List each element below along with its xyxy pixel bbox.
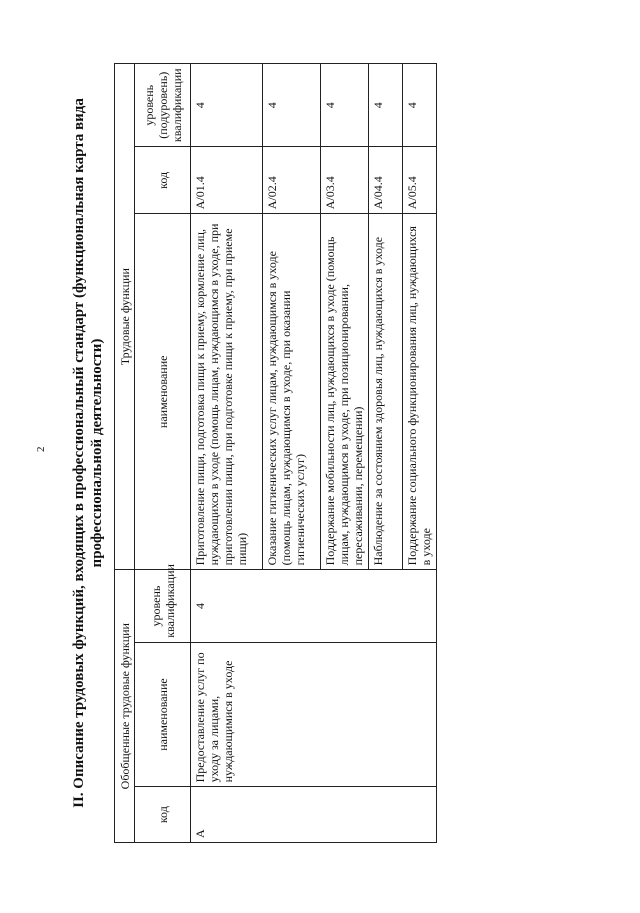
functional-map-table — [114, 63, 437, 843]
rotated-page — [70, 63, 630, 843]
gen-level: 4 — [191, 570, 437, 642]
function-code: А/02.4 — [263, 147, 321, 214]
function-name: Приготовление пищи, подготовка пищи к приему, кормление лиц, нуждающихся в уходе (помощь лицам, нуждающимся в уходе, при приготовлении пищи, при подготовке пищи к приему, при приеме пищи) — [191, 214, 263, 570]
header-code-2: код — [135, 147, 191, 214]
function-code: А/05.4 — [403, 147, 437, 214]
function-level: 4 — [191, 64, 263, 148]
title-line-1: II. Описание трудовых функций, входящих в профессиональный стандарт (функциональная карта вида — [71, 98, 87, 808]
header-code: код — [135, 787, 191, 843]
function-level: 4 — [263, 64, 321, 148]
section-title — [70, 63, 106, 843]
function-level: 4 — [403, 64, 437, 148]
page-number: 2 — [35, 446, 47, 452]
header-level-2: уровень (подуровень) квалификации — [135, 64, 191, 148]
function-code: А/03.4 — [321, 147, 369, 214]
header-level: уровень квалификации — [135, 570, 191, 642]
header-name: наименование — [135, 642, 191, 787]
function-name: Оказание гигиенических услуг лицам, нуждающимся в уходе (помощь лицам, нуждающимся в уходе, при оказании гигиенических услуг) — [263, 214, 321, 570]
gen-name: Предоставление услуг по уходу за лицами, нуждающимися в уходе — [191, 642, 437, 787]
function-level: 4 — [321, 64, 369, 148]
function-name: Поддержание мобильности лиц, нуждающихся в уходе (помощь лицам, нуждающимся в уходе, при позиционировании, пересаживании, перемещении) — [321, 214, 369, 570]
header-labor: Трудовые функции — [115, 64, 135, 570]
table-row — [191, 64, 263, 843]
function-name: Поддержание социального функционирования лиц, нуждающихся в уходе — [403, 214, 437, 570]
title-line-2: профессиональной деятельности) — [89, 338, 105, 568]
header-name-2: наименование — [135, 214, 191, 570]
function-code: А/01.4 — [191, 147, 263, 214]
gen-code: А — [191, 787, 437, 843]
header-generalized: Обобщенные трудовые функции — [115, 570, 135, 843]
function-level: 4 — [369, 64, 403, 148]
function-code: А/04.4 — [369, 147, 403, 214]
function-name: Наблюдение за состоянием здоровья лиц, нуждающихся в уходе — [369, 214, 403, 570]
